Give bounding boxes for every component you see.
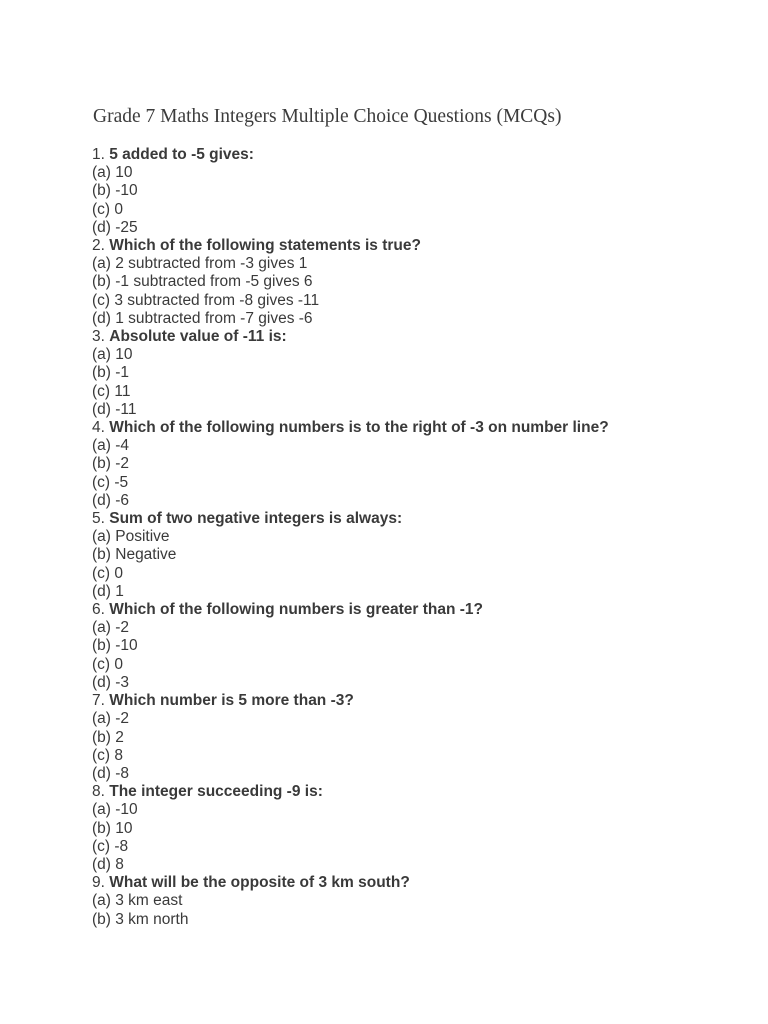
question-3	[92, 328, 752, 419]
answer-option: (c) 11	[92, 382, 131, 400]
question-text: Which of the following numbers is greater than -1?	[109, 601, 483, 619]
answer-option: (a) -2	[92, 710, 130, 728]
answer-option: (b) -2	[92, 455, 130, 473]
question-line	[92, 237, 752, 255]
question-number: 4.	[92, 419, 105, 437]
question-number: 6.	[92, 601, 105, 619]
answer-option: (d) -8	[92, 764, 130, 782]
question-line	[92, 783, 752, 801]
question-line	[92, 510, 752, 528]
question-line	[92, 874, 752, 892]
answer-option: (b) Negative	[92, 546, 177, 564]
answer-option: (b) -10	[92, 637, 138, 655]
question-line	[92, 328, 752, 346]
answer-option: (a) 3 km east	[92, 892, 183, 910]
answer-option: (b) -10	[92, 182, 138, 200]
answer-option: (b) 3 km north	[92, 910, 189, 928]
answer-option: (c) 3 subtracted from -8 gives -11	[92, 291, 320, 309]
answer-option: (c) -5	[92, 473, 129, 491]
answer-option: (a) -4	[92, 437, 130, 455]
answer-option: (a) 10	[92, 164, 133, 182]
question-number: 7.	[92, 692, 105, 710]
answer-option: (a) 10	[92, 346, 133, 364]
answer-option: (c) -8	[92, 837, 129, 855]
answer-option: (d) 8	[92, 855, 124, 873]
question-line	[92, 601, 752, 619]
answer-option: (b) -1	[92, 364, 130, 382]
answer-option: (c) 0	[92, 564, 123, 582]
question-text: What will be the opposite of 3 km south?	[109, 874, 410, 892]
question-7	[92, 692, 752, 783]
question-text: Sum of two negative integers is always:	[109, 510, 403, 528]
question-number: 5.	[92, 510, 105, 528]
answer-option: (b) -1 subtracted from -5 gives 6	[92, 273, 313, 291]
question-number: 9.	[92, 874, 105, 892]
answer-option: (a) -10	[92, 801, 138, 819]
answer-option: (b) 2	[92, 728, 124, 746]
question-number: 3.	[92, 328, 105, 346]
question-line	[92, 692, 752, 710]
question-5	[92, 510, 752, 601]
question-list	[92, 146, 752, 929]
answer-option: (c) 0	[92, 655, 123, 673]
answer-option: (a) -2	[92, 619, 130, 637]
question-text: Which of the following statements is true?	[109, 237, 421, 255]
answer-option: (a) Positive	[92, 528, 170, 546]
question-number: 2.	[92, 237, 105, 255]
question-9	[92, 874, 752, 929]
answer-option: (d) -3	[92, 673, 130, 691]
question-text: The integer succeeding -9 is:	[109, 783, 323, 801]
answer-option: (d) 1	[92, 582, 124, 600]
question-number: 8.	[92, 783, 105, 801]
answer-option: (d) -25	[92, 218, 138, 236]
question-1	[92, 146, 752, 237]
answer-option: (d) 1 subtracted from -7 gives -6	[92, 309, 313, 327]
question-text: Which number is 5 more than -3?	[109, 692, 354, 710]
question-line	[92, 146, 752, 164]
question-4	[92, 419, 752, 510]
question-number: 1.	[92, 146, 105, 163]
question-line	[92, 419, 752, 437]
page-title: Grade 7 Maths Integers Multiple Choice Questions (MCQs)	[93, 106, 562, 127]
question-2	[92, 237, 752, 328]
answer-option: (d) -6	[92, 491, 130, 509]
answer-option: (c) 8	[92, 746, 123, 764]
question-8	[92, 783, 752, 874]
question-text: Absolute value of -11 is:	[109, 328, 287, 346]
question-text: Which of the following numbers is to the right of -3 on number line?	[109, 419, 609, 437]
answer-option: (a) 2 subtracted from -3 gives 1	[92, 255, 308, 273]
answer-option: (b) 10	[92, 819, 133, 837]
answer-option: (c) 0	[92, 200, 123, 218]
question-text: 5 added to -5 gives:	[109, 146, 254, 163]
question-6	[92, 601, 752, 692]
answer-option: (d) -11	[92, 400, 137, 418]
